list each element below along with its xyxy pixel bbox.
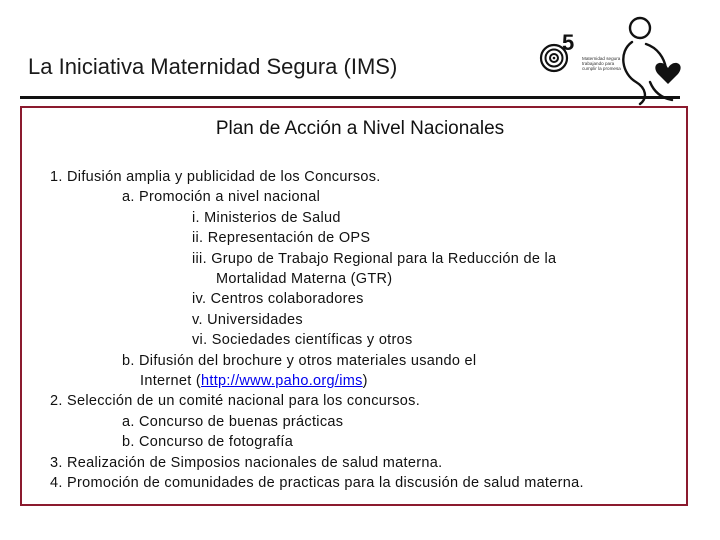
mother-child-figure-icon bbox=[610, 12, 700, 107]
list-item: a. Concurso de buenas prácticas bbox=[122, 413, 344, 430]
list-item: b. Concurso de fotografía bbox=[122, 434, 294, 451]
list-item: b. Difusión del brochure y otros materiales usando el bbox=[122, 352, 477, 369]
header-rule bbox=[20, 96, 680, 99]
logo-text: Maternidad segura trabajando para cumplir la promesa bbox=[582, 56, 621, 72]
page-title: La Iniciativa Maternidad Segura (IMS) bbox=[28, 54, 398, 79]
list-item: 3. Realización de Simposios nacionales de salud materna. bbox=[50, 454, 443, 471]
list-item: iii. Grupo de Trabajo Regional para la Reducción de la bbox=[192, 250, 557, 267]
list-item: 2. Selección de un comité nacional para los concursos. bbox=[50, 393, 421, 410]
panel-title: Plan de Acción a Nivel Nacionales bbox=[215, 118, 505, 139]
list-item: Internet (http://www.paho.org/ims) bbox=[140, 373, 368, 389]
logo-number: 5 bbox=[562, 30, 575, 55]
list-item: Mortalidad Materna (GTR) bbox=[216, 271, 393, 287]
list-item: i. Ministerios de Salud bbox=[192, 209, 341, 226]
list-item: iv. Centros colaboradores bbox=[192, 291, 364, 308]
list-item: 1. Difusión amplia y publicidad de los Concursos. bbox=[50, 169, 381, 185]
list-item: vi. Sociedades científicas y otros bbox=[192, 332, 413, 349]
list-item: 4. Promoción de comunidades de practicas para la discusión de salud materna. bbox=[50, 475, 584, 491]
list-item: a. Promoción a nivel nacional bbox=[122, 189, 321, 206]
paho-ims-link[interactable]: http://www.paho.org/ims bbox=[201, 373, 363, 389]
list-item: ii. Representación de OPS bbox=[192, 230, 371, 247]
list-item: v. Universidades bbox=[192, 311, 303, 328]
